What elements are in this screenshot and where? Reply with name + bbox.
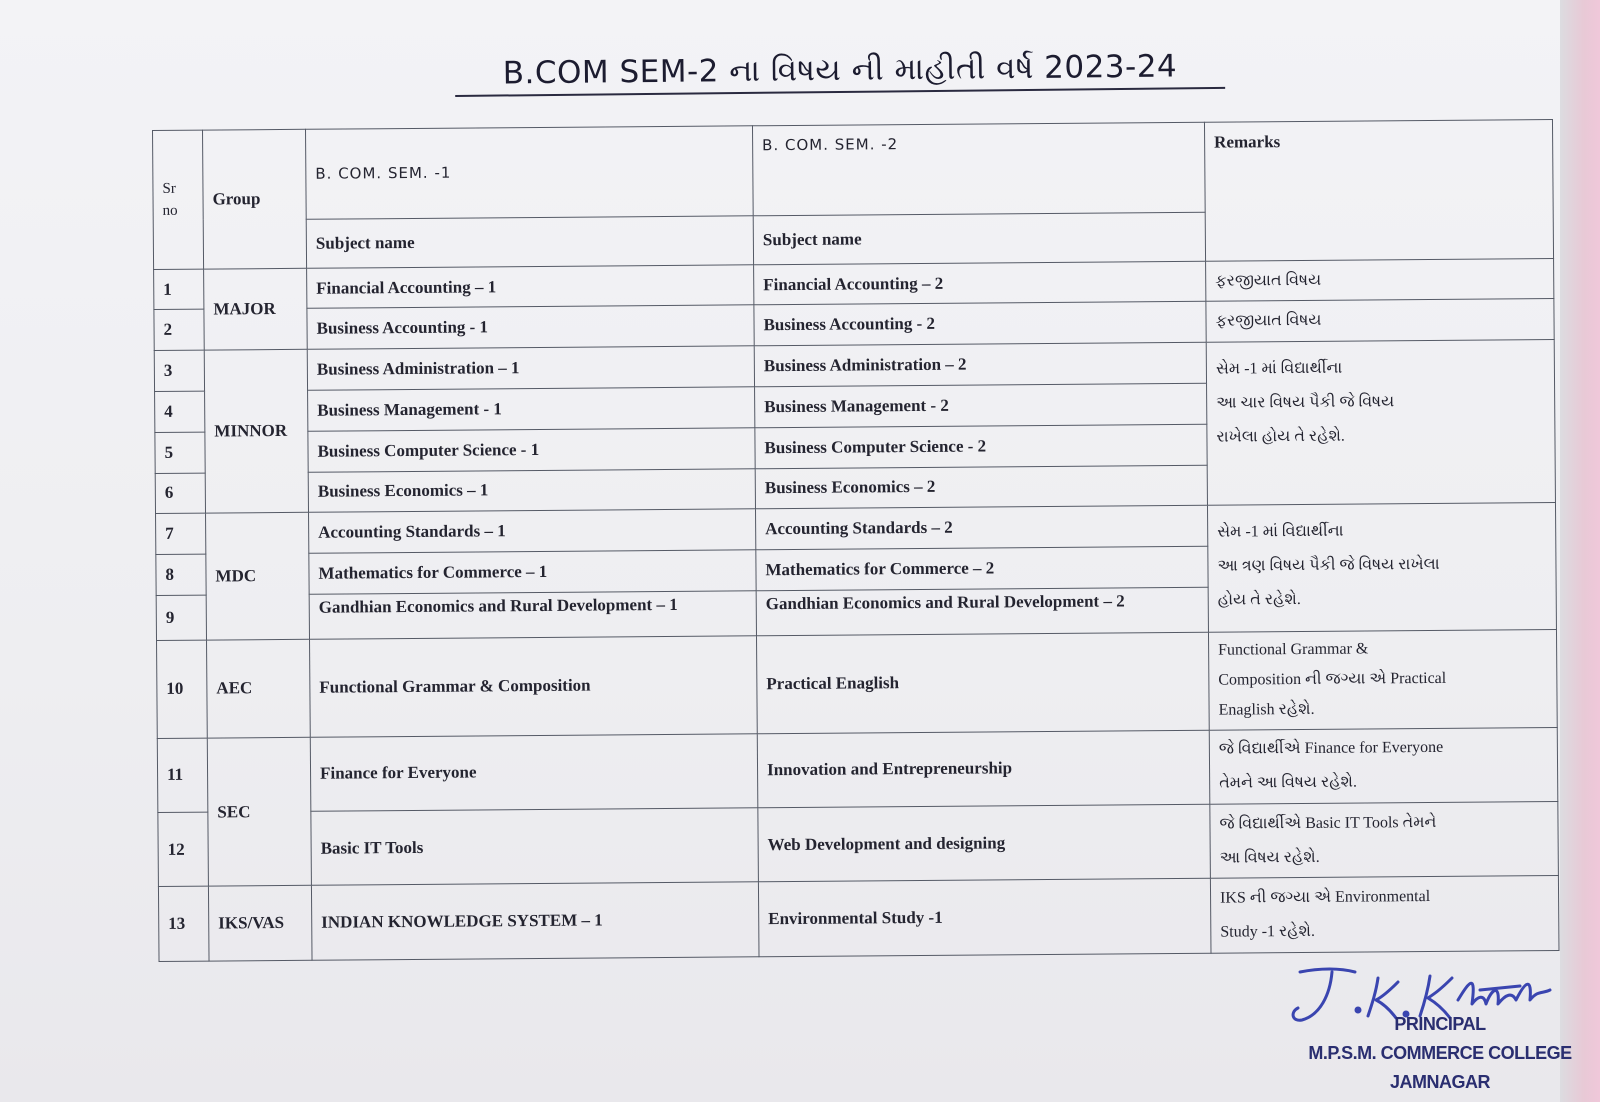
table-row (158, 802, 1559, 887)
sem2-subject-cell: Business Administration – 2 (754, 342, 1206, 386)
sr-cell: 1 (154, 269, 204, 310)
remark-line: Enaglish રહેશે. (1218, 701, 1315, 719)
table-row (158, 876, 1559, 962)
sem1-subject-cell: Gandhian Economics and Rural Development – 1 (309, 591, 756, 639)
sr-cell: 9 (156, 595, 206, 640)
sem1-subject-cell: Accounting Standards – 1 (309, 509, 756, 553)
sr-cell: 6 (155, 473, 205, 514)
sem2-subject-cell: Practical Enaglish (756, 632, 1209, 733)
remark-cell: ફરજીયાત વિષય (1206, 258, 1554, 302)
sem1-subject-cell: Functional Grammar & Composition (310, 636, 758, 737)
sem2-subject-cell: Business Accounting - 2 (754, 302, 1206, 346)
college-name: M.P.S.M. COMMERCE COLLEGE (1308, 1043, 1572, 1063)
remark-line: IKS ની જગ્યા એ Environmental (1220, 888, 1431, 907)
remark-line: તેમને આ વિષય રહેશે. (1219, 773, 1358, 792)
sem1-subject-cell: Financial Accounting – 1 (307, 264, 754, 308)
remark-line: Composition ની જગ્યા એ Practical (1218, 670, 1447, 689)
sem1-subject-cell: Mathematics for Commerce – 1 (309, 550, 756, 594)
background-edge (1560, 0, 1600, 1102)
sem1-subject-cell: Finance for Everyone (310, 733, 758, 811)
remark-line: રાખેલા હોય તે રહેશે. (1216, 427, 1345, 446)
remark-line: આ વિષય રહેશે. (1219, 848, 1320, 867)
sr-cell: 2 (154, 310, 204, 351)
header-subject-name-sem1: Subject name (306, 215, 753, 267)
remark-line: આ ચાર વિષય પૈકી જે વિષય (1216, 393, 1395, 412)
remark-line: Study -1 રહેશે. (1220, 923, 1316, 941)
remark-line: સેમ -1 માં વિદ્યાર્થીના (1217, 522, 1344, 541)
remark-line: હોય તે રહેશે. (1217, 591, 1301, 609)
header-sr-no: Sr no (153, 130, 204, 269)
sem2-subject-cell: Business Computer Science - 2 (755, 424, 1207, 468)
sr-cell: 8 (156, 554, 206, 595)
header-sem1: B. COM. SEM. -1 (305, 126, 753, 219)
sem1-subject-cell: Business Accounting - 1 (307, 305, 754, 349)
header-sem2: B. COM. SEM. -2 (752, 122, 1205, 215)
remark-cell: ફરજીયાત વિષય (1206, 299, 1554, 343)
remark-cell-sec-12 (1210, 802, 1559, 879)
sem1-subject-cell: INDIAN KNOWLEDGE SYSTEM – 1 (311, 882, 759, 960)
header-group: Group (203, 129, 307, 268)
remark-line: જે વિદ્યાર્થીએ Basic IT Tools તેમને (1219, 813, 1437, 833)
sem2-subject-cell: Financial Accounting – 2 (754, 261, 1206, 305)
remark-line: સેમ -1 માં વિદ્યાર્થીના (1215, 359, 1343, 378)
remark-cell-sec-11 (1209, 727, 1558, 804)
sem2-subject-cell: Accounting Standards – 2 (755, 506, 1207, 550)
sr-cell: 11 (157, 738, 208, 813)
table-row (157, 727, 1558, 812)
remark-line: આ ત્રણ વિષય પૈકી જે વિષય રાખેલા (1217, 556, 1440, 575)
table-row (157, 629, 1558, 738)
sr-cell: 12 (158, 812, 209, 887)
remark-cell-mdc (1207, 503, 1556, 632)
sr-cell: 5 (155, 432, 205, 473)
sem1-subject-cell: Business Computer Science - 1 (308, 428, 755, 472)
sem1-subject-cell: Business Management - 1 (308, 387, 755, 431)
sem1-subject-cell: Business Economics – 1 (308, 468, 755, 512)
page-title: B.COM SEM-2 ના વિષય ની માહીતી વર્ષ 2023-24 (455, 48, 1225, 97)
group-cell-sec: SEC (207, 737, 311, 887)
remark-cell-aec (1208, 629, 1557, 730)
group-cell-minor: MINNOR (204, 350, 308, 514)
sr-cell: 10 (157, 640, 208, 738)
group-cell-mdc: MDC (206, 513, 310, 640)
sem2-subject-cell: Business Economics – 2 (755, 465, 1207, 509)
sem2-subject-cell: Innovation and Entrepreneurship (757, 730, 1210, 808)
sem1-subject-cell: Basic IT Tools (311, 808, 759, 886)
sr-cell: 7 (156, 513, 206, 554)
sem2-subject-cell: Business Management - 2 (755, 383, 1207, 427)
sem2-subject-cell: Environmental Study -1 (758, 879, 1211, 957)
sem1-subject-cell: Business Administration – 1 (307, 346, 754, 390)
remark-cell-minor (1206, 340, 1555, 506)
remark-cell-iks (1210, 876, 1559, 953)
sr-cell: 4 (155, 391, 205, 432)
header-remarks: Remarks (1204, 120, 1553, 261)
sem2-subject-cell: Mathematics for Commerce – 2 (756, 546, 1208, 590)
group-cell-major: MAJOR (204, 268, 308, 350)
subject-table (152, 119, 1559, 962)
sem2-subject-cell: Gandhian Economics and Rural Development – 2 (756, 587, 1208, 635)
remark-line: Functional Grammar & (1218, 640, 1369, 659)
group-cell-iks: IKS/VAS (208, 886, 312, 961)
header-subject-name-sem2: Subject name (753, 212, 1205, 264)
sr-cell: 3 (154, 350, 204, 391)
sem2-subject-cell: Web Development and designing (758, 804, 1211, 882)
remark-line: જે વિદ્યાર્થીએ Finance for Everyone (1218, 739, 1444, 758)
signature-block (1290, 1010, 1590, 1097)
group-cell-aec: AEC (207, 639, 311, 738)
college-city: JAMNAGAR (1389, 1072, 1490, 1092)
sr-cell: 13 (158, 887, 209, 962)
principal-label: PRINCIPAL (1394, 1014, 1486, 1034)
